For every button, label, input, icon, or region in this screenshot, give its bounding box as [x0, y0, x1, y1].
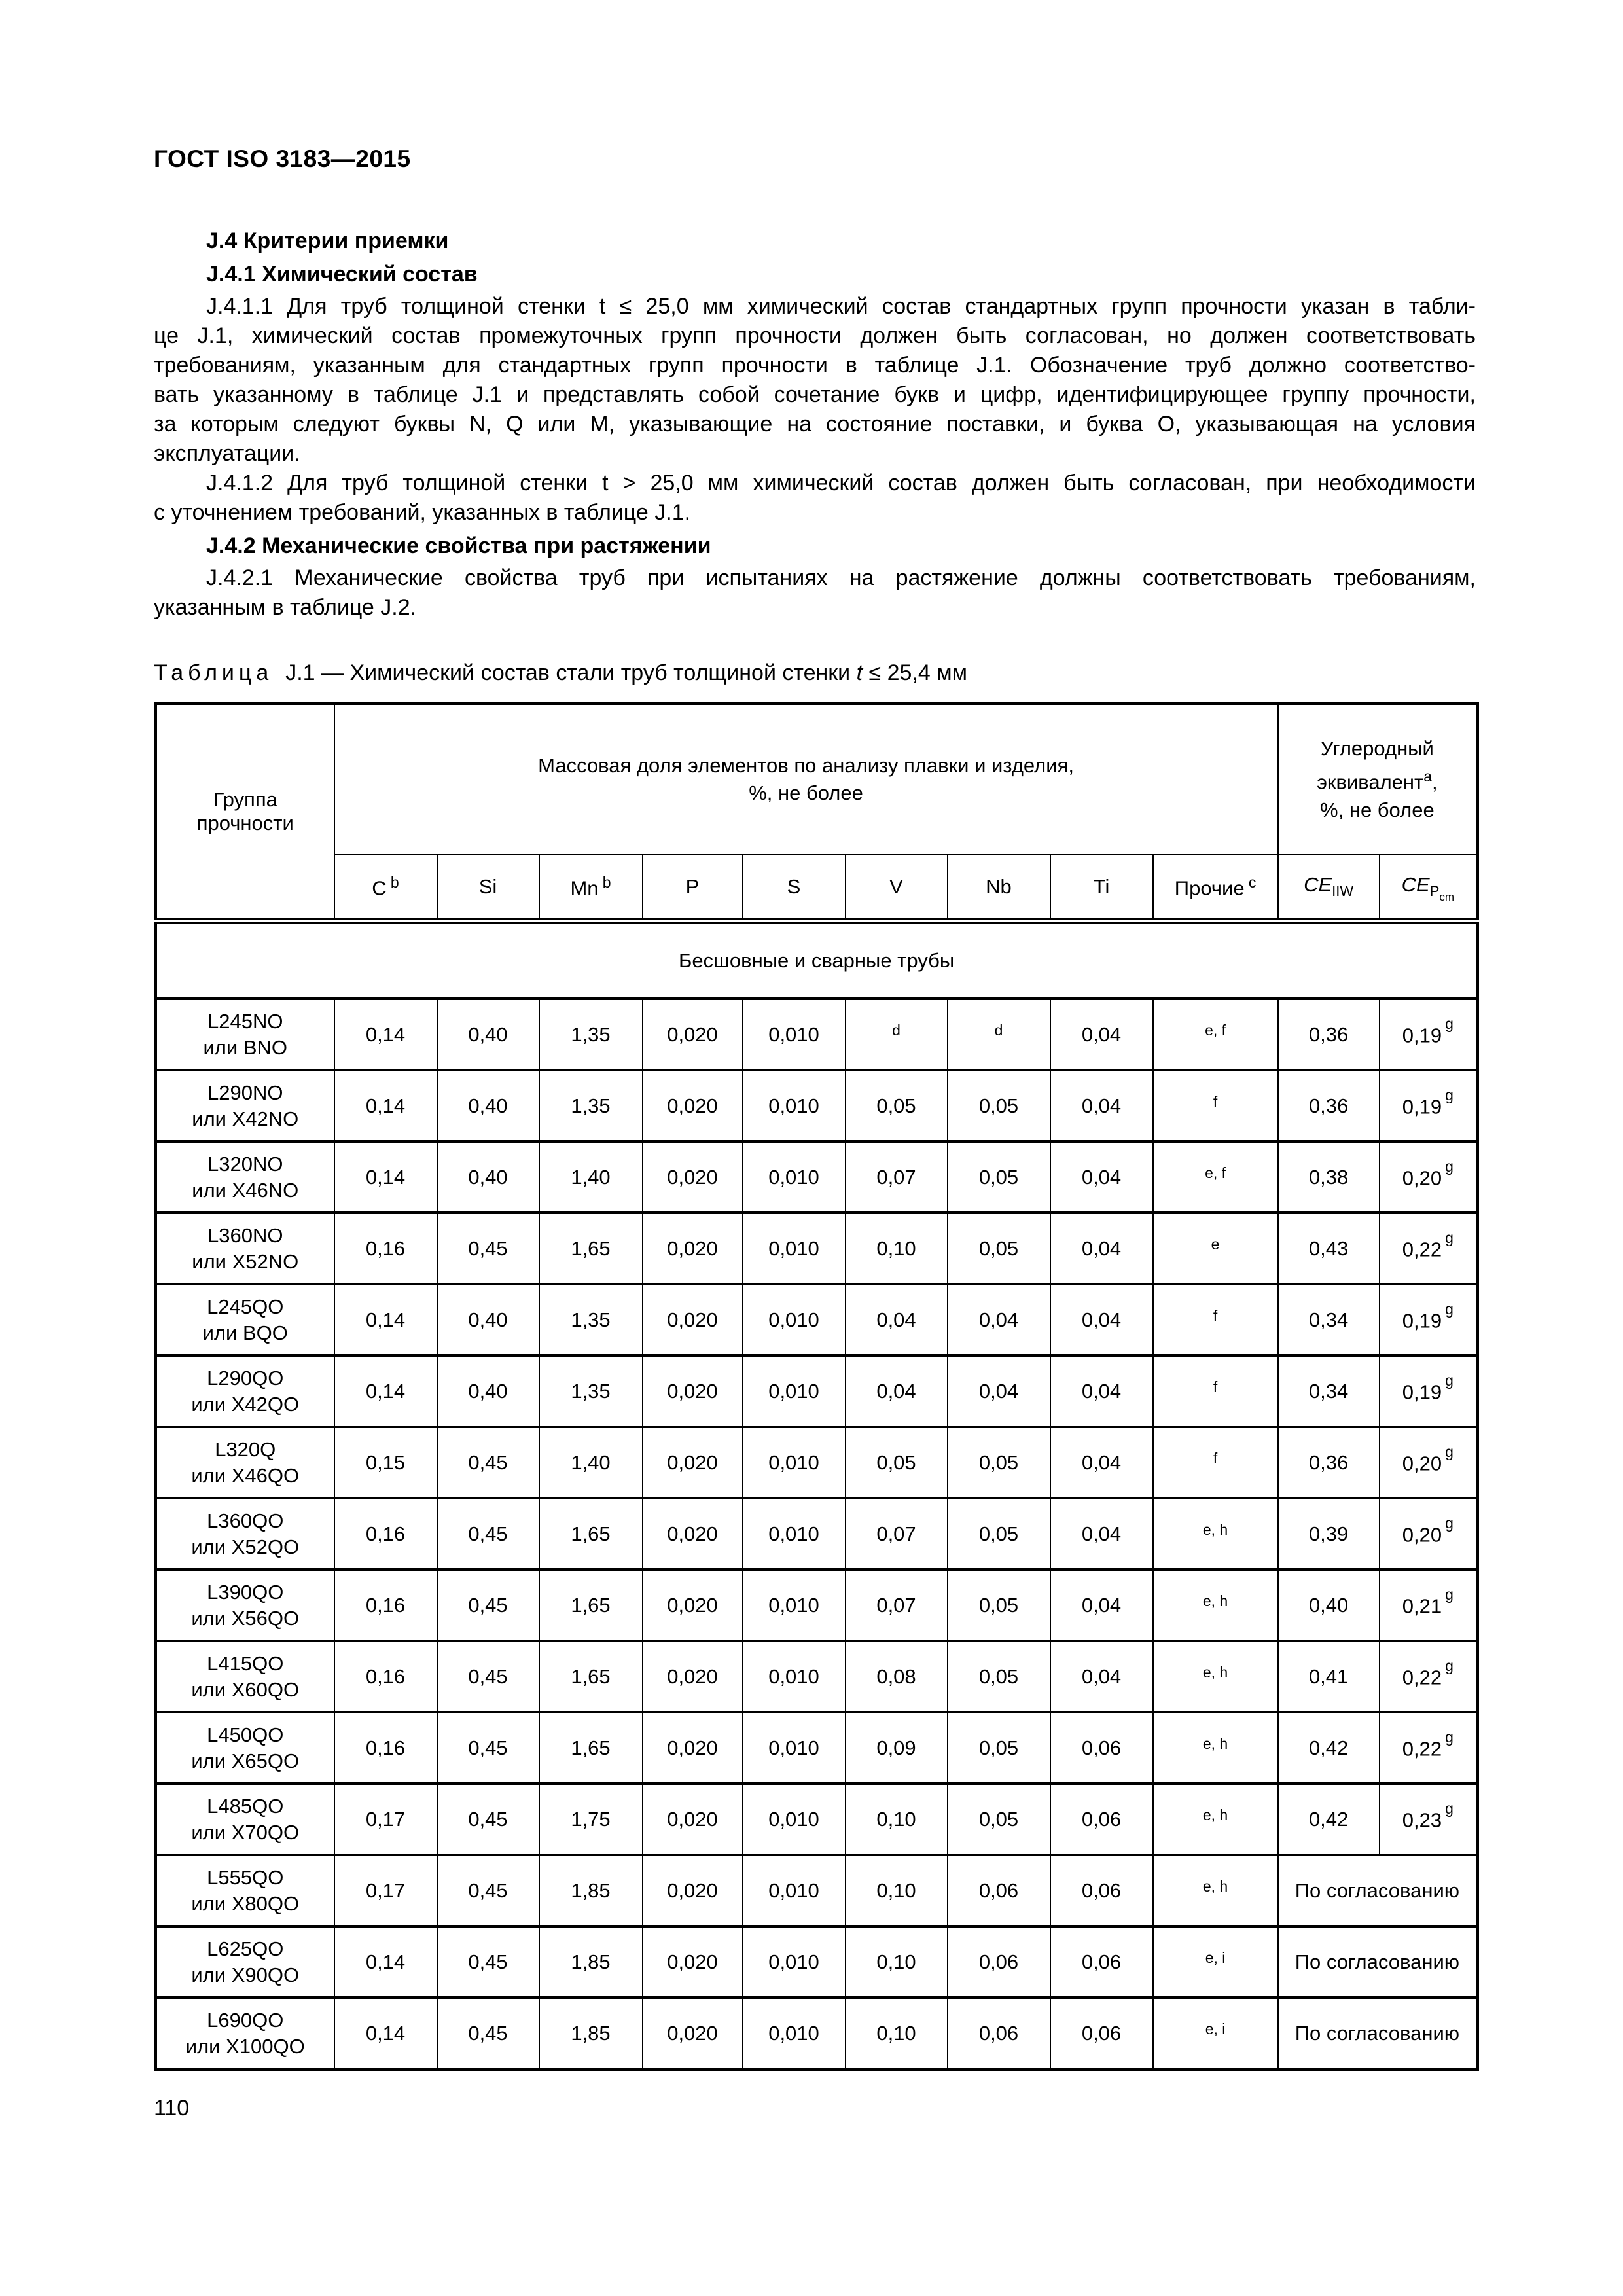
value-cell: 0,14	[334, 999, 437, 1070]
value-cell: 0,04	[1050, 1070, 1153, 1141]
value-cell: 0,06	[948, 1855, 1050, 1926]
value-cell: 0,16	[334, 1498, 437, 1570]
notes-cell: e, i	[1153, 1926, 1278, 1998]
value-cell: 0,45	[437, 1712, 539, 1784]
heading-j4: J.4 Критерии приемки	[206, 228, 449, 253]
value-cell: 0,40	[437, 1284, 539, 1355]
col-header-ce-pcm: $CE_{Pcm}$	[1380, 855, 1478, 922]
table-row	[156, 1141, 1478, 1213]
ce-pcm-cell: 0,22$^g$	[1380, 1641, 1478, 1712]
value-cell: 0,04	[1050, 1570, 1153, 1641]
grade-cell: L245QO или BQO	[156, 1284, 334, 1355]
value-cell: 0,10	[846, 1926, 948, 1998]
ce-merged-cell: По согласованию	[1278, 1855, 1478, 1926]
notes-cell: e, h	[1153, 1498, 1278, 1570]
value-cell: 0,09	[846, 1712, 948, 1784]
text-line: J.4.1.2 Для труб толщиной стенки t > 25,0 мм химический состав должен быть согласован, при необходимости	[206, 471, 1476, 495]
value-cell: 0,15	[334, 1427, 437, 1498]
table-row	[156, 1998, 1478, 2070]
value-cell: 0,05	[948, 1141, 1050, 1213]
value-cell: 0,45	[437, 1926, 539, 1998]
table-row	[156, 999, 1478, 1070]
caption-dash: —	[321, 660, 344, 685]
value-cell: 0,16	[334, 1570, 437, 1641]
value-cell: 1,35	[539, 1355, 643, 1427]
grade-cell: L360NO или X52NO	[156, 1213, 334, 1284]
value-cell: 0,45	[437, 1427, 539, 1498]
col-header-p: P	[643, 855, 743, 922]
ce-pcm-cell: 0,19$^g$	[1380, 1284, 1478, 1355]
text-line: эксплуатации.	[154, 441, 300, 466]
value-cell: 1,65	[539, 1570, 643, 1641]
value-cell: 0,04	[1050, 999, 1153, 1070]
grade-cell: L690QO или X100QO	[156, 1998, 334, 2070]
grade-cell: L320Q или X46QO	[156, 1427, 334, 1498]
value-cell: 0,05	[846, 1427, 948, 1498]
value-cell: 1,85	[539, 1998, 643, 2070]
ce-iiw-cell: 0,34	[1278, 1284, 1380, 1355]
ce-pcm-cell: 0,23$^g$	[1380, 1784, 1478, 1855]
value-cell: 0,020	[643, 1070, 743, 1141]
grade-cell: L320NO или X46NO	[156, 1141, 334, 1213]
notes-cell: e, h	[1153, 1784, 1278, 1855]
grade-cell: L555QO или X80QO	[156, 1855, 334, 1926]
value-cell: 0,05	[948, 1712, 1050, 1784]
ce-iiw-cell: 0,41	[1278, 1641, 1380, 1712]
value-cell: 0,020	[643, 1855, 743, 1926]
value-cell: 0,010	[743, 1570, 846, 1641]
value-cell: 1,65	[539, 1712, 643, 1784]
table-header-row-2	[156, 855, 1478, 922]
value-cell: 0,010	[743, 1213, 846, 1284]
notes-cell: e, h	[1153, 1712, 1278, 1784]
col-header-other: Прочие $^c$	[1153, 855, 1278, 922]
value-cell: 0,020	[643, 999, 743, 1070]
caption-text: Химический состав стали труб толщиной стенки	[349, 660, 851, 685]
value-cell: 0,45	[437, 1570, 539, 1641]
ce-iiw-cell: 0,42	[1278, 1784, 1380, 1855]
value-cell: 0,05	[948, 1070, 1050, 1141]
ce-iiw-cell: 0,34	[1278, 1355, 1380, 1427]
ce-iiw-cell: 0,42	[1278, 1712, 1380, 1784]
value-cell: 0,010	[743, 1498, 846, 1570]
ce-merged-cell: По согласованию	[1278, 1926, 1478, 1998]
table-row	[156, 1641, 1478, 1712]
text-line: за которым следуют буквы N, Q или M, указывающие на состояние поставки, и буква O, указывающая на условия	[154, 412, 1476, 437]
col-header-mn: Mn $^b$	[539, 855, 643, 922]
value-cell: 0,020	[643, 1284, 743, 1355]
page-number: 110	[154, 2096, 190, 2121]
grade-cell: L390QO или X56QO	[156, 1570, 334, 1641]
value-cell: 0,020	[643, 1355, 743, 1427]
value-cell: 0,05	[948, 1784, 1050, 1855]
table-row	[156, 1784, 1478, 1855]
value-cell: 0,05	[846, 1070, 948, 1141]
value-cell: 0,010	[743, 1641, 846, 1712]
value-cell: 0,04	[948, 1355, 1050, 1427]
chemical-composition-table	[154, 702, 1479, 2071]
value-cell: 0,04	[1050, 1141, 1153, 1213]
value-cell: 1,35	[539, 999, 643, 1070]
value-cell: 0,14	[334, 1070, 437, 1141]
ce-merged-cell: По согласованию	[1278, 1998, 1478, 2070]
value-cell: 0,10	[846, 1855, 948, 1926]
grade-cell: L290QO или X42QO	[156, 1355, 334, 1427]
col-header-v: V	[846, 855, 948, 922]
value-cell: d	[846, 999, 948, 1070]
value-cell: 0,020	[643, 1926, 743, 1998]
header-mass-fraction: Массовая доля элементов по анализу плавки и изделия, %, не более	[334, 704, 1278, 855]
value-cell: 0,45	[437, 1641, 539, 1712]
notes-cell: f	[1153, 1070, 1278, 1141]
value-cell: 0,06	[1050, 1855, 1153, 1926]
grade-cell: L450QO или X65QO	[156, 1712, 334, 1784]
caption-number: J.1	[285, 660, 315, 685]
ce-pcm-cell: 0,20$^g$	[1380, 1427, 1478, 1498]
grade-cell: L245NO или BNO	[156, 999, 334, 1070]
value-cell: d	[948, 999, 1050, 1070]
value-cell: 1,65	[539, 1498, 643, 1570]
notes-cell: e, h	[1153, 1855, 1278, 1926]
value-cell: 0,16	[334, 1213, 437, 1284]
notes-cell: e, f	[1153, 999, 1278, 1070]
notes-cell: e, i	[1153, 1998, 1278, 2070]
paragraph-j411	[154, 292, 1476, 469]
text-line: с уточнением требований, указанных в таблице J.1.	[154, 500, 691, 525]
table-row	[156, 1570, 1478, 1641]
ce-iiw-cell: 0,38	[1278, 1141, 1380, 1213]
paragraph-j412	[154, 469, 1476, 528]
value-cell: 0,04	[1050, 1284, 1153, 1355]
value-cell: 1,75	[539, 1784, 643, 1855]
ce-pcm-cell: 0,19$^g$	[1380, 999, 1478, 1070]
value-cell: 1,85	[539, 1926, 643, 1998]
ce-iiw-cell: 0,36	[1278, 1427, 1380, 1498]
value-cell: 0,14	[334, 1926, 437, 1998]
col-header-ce-iiw: $CE_{IIW}$	[1278, 855, 1380, 922]
paragraph-j421	[154, 564, 1476, 622]
value-cell: 0,07	[846, 1498, 948, 1570]
table-row	[156, 1855, 1478, 1926]
value-cell: 0,010	[743, 1926, 846, 1998]
header-group: Группа прочности	[156, 704, 334, 922]
value-cell: 0,04	[1050, 1641, 1153, 1712]
value-cell: 0,05	[948, 1498, 1050, 1570]
value-cell: 0,04	[1050, 1213, 1153, 1284]
value-cell: 1,65	[539, 1213, 643, 1284]
table-row	[156, 1355, 1478, 1427]
value-cell: 0,07	[846, 1570, 948, 1641]
value-cell: 0,10	[846, 1998, 948, 2070]
value-cell: 1,85	[539, 1855, 643, 1926]
col-header-c: C $^b$	[334, 855, 437, 922]
value-cell: 0,04	[846, 1355, 948, 1427]
value-cell: 0,14	[334, 1284, 437, 1355]
grade-cell: L415QO или X60QO	[156, 1641, 334, 1712]
value-cell: 0,06	[1050, 1712, 1153, 1784]
value-cell: 0,14	[334, 1355, 437, 1427]
ce-iiw-cell: 0,43	[1278, 1213, 1380, 1284]
value-cell: 0,40	[437, 999, 539, 1070]
value-cell: 1,40	[539, 1427, 643, 1498]
heading-j41: J.4.1 Химический состав	[206, 262, 478, 287]
ce-iiw-cell: 0,40	[1278, 1570, 1380, 1641]
running-header: ГОСТ ISO 3183—2015	[154, 145, 411, 172]
value-cell: 0,04	[1050, 1355, 1153, 1427]
value-cell: 0,17	[334, 1855, 437, 1926]
col-header-s: S	[743, 855, 846, 922]
ce-pcm-cell: 0,20$^g$	[1380, 1498, 1478, 1570]
value-cell: 0,010	[743, 1784, 846, 1855]
ce-pcm-cell: 0,19$^g$	[1380, 1070, 1478, 1141]
heading-j42: J.4.2 Механические свойства при растяжении	[206, 533, 711, 558]
value-cell: 1,35	[539, 1070, 643, 1141]
notes-cell: e, h	[1153, 1570, 1278, 1641]
table-row	[156, 1712, 1478, 1784]
notes-cell: f	[1153, 1427, 1278, 1498]
value-cell: 0,020	[643, 1712, 743, 1784]
notes-cell: f	[1153, 1355, 1278, 1427]
caption-label: Таблица	[154, 660, 274, 685]
value-cell: 0,04	[948, 1284, 1050, 1355]
table-row	[156, 1284, 1478, 1355]
value-cell: 0,14	[334, 1998, 437, 2070]
table-row	[156, 1926, 1478, 1998]
ce-iiw-cell: 0,36	[1278, 999, 1380, 1070]
notes-cell: e, h	[1153, 1641, 1278, 1712]
text-line: J.4.2.1 Механические свойства труб при испытаниях на растяжение должны соответствовать требованиям,	[206, 565, 1476, 590]
value-cell: 0,06	[1050, 1926, 1153, 1998]
table-row	[156, 1427, 1478, 1498]
value-cell: 0,45	[437, 1784, 539, 1855]
col-header-ti: Ti	[1050, 855, 1153, 922]
table-row	[156, 1498, 1478, 1570]
value-cell: 0,45	[437, 1213, 539, 1284]
value-cell: 0,010	[743, 1855, 846, 1926]
text-line: вать указанному в таблице J.1 и представлять собой сочетание букв и цифр, идентифицирующее группу прочности,	[154, 382, 1476, 407]
section-label: Бесшовные и сварные трубы	[156, 922, 1478, 999]
value-cell: 0,05	[948, 1641, 1050, 1712]
body-text	[154, 226, 1476, 622]
value-cell: 0,06	[1050, 1998, 1153, 2070]
ce-pcm-cell: 0,22$^g$	[1380, 1213, 1478, 1284]
value-cell: 0,020	[643, 1784, 743, 1855]
table-row	[156, 1070, 1478, 1141]
table-caption	[154, 660, 1476, 686]
table-body	[156, 999, 1478, 2070]
value-cell: 0,16	[334, 1641, 437, 1712]
value-cell: 1,65	[539, 1641, 643, 1712]
value-cell: 0,010	[743, 999, 846, 1070]
value-cell: 0,06	[948, 1998, 1050, 2070]
grade-cell: L485QO или X70QO	[156, 1784, 334, 1855]
value-cell: 0,020	[643, 1213, 743, 1284]
header-carbon-equivalent: Углеродный эквивалент$^a$, %, не более	[1278, 704, 1478, 855]
table-section-row	[156, 922, 1478, 999]
value-cell: 0,010	[743, 1712, 846, 1784]
value-cell: 0,40	[437, 1141, 539, 1213]
caption-variable-t: t	[856, 660, 863, 685]
value-cell: 0,04	[846, 1284, 948, 1355]
value-cell: 1,40	[539, 1141, 643, 1213]
notes-cell: e	[1153, 1213, 1278, 1284]
value-cell: 0,020	[643, 1498, 743, 1570]
value-cell: 0,020	[643, 1570, 743, 1641]
value-cell: 0,010	[743, 1141, 846, 1213]
value-cell: 0,45	[437, 1855, 539, 1926]
value-cell: 0,020	[643, 1998, 743, 2070]
text-line: це J.1, химический состав промежуточных групп прочности должен быть согласован, но должен соответствовать	[154, 323, 1476, 348]
grade-cell: L625QO или X90QO	[156, 1926, 334, 1998]
ce-pcm-cell: 0,21$^g$	[1380, 1570, 1478, 1641]
text-line: требованиям, указанным для стандартных групп прочности в таблице J.1. Обозначение труб должно соответство-	[154, 353, 1476, 378]
value-cell: 0,05	[948, 1427, 1050, 1498]
value-cell: 0,020	[643, 1641, 743, 1712]
text-line: J.4.1.1 Для труб толщиной стенки t ≤ 25,0 мм химический состав стандартных групп прочности указан в табли-	[206, 294, 1476, 319]
table-header-row-1	[156, 704, 1478, 855]
value-cell: 0,010	[743, 1427, 846, 1498]
value-cell: 0,45	[437, 1498, 539, 1570]
value-cell: 0,40	[437, 1355, 539, 1427]
value-cell: 0,04	[1050, 1498, 1153, 1570]
value-cell: 0,45	[437, 1998, 539, 2070]
ce-iiw-cell: 0,36	[1278, 1070, 1380, 1141]
ce-iiw-cell: 0,39	[1278, 1498, 1380, 1570]
value-cell: 0,40	[437, 1070, 539, 1141]
col-header-si: Si	[437, 855, 539, 922]
value-cell: 0,07	[846, 1141, 948, 1213]
ce-pcm-cell: 0,22$^g$	[1380, 1712, 1478, 1784]
value-cell: 0,010	[743, 1284, 846, 1355]
ce-pcm-cell: 0,19$^g$	[1380, 1355, 1478, 1427]
notes-cell: e, f	[1153, 1141, 1278, 1213]
value-cell: 0,020	[643, 1141, 743, 1213]
value-cell: 0,16	[334, 1712, 437, 1784]
value-cell: 0,14	[334, 1141, 437, 1213]
value-cell: 0,10	[846, 1213, 948, 1284]
value-cell: 0,06	[1050, 1784, 1153, 1855]
value-cell: 0,010	[743, 1998, 846, 2070]
notes-cell: f	[1153, 1284, 1278, 1355]
value-cell: 0,06	[948, 1926, 1050, 1998]
col-header-nb: Nb	[948, 855, 1050, 922]
value-cell: 0,05	[948, 1213, 1050, 1284]
table-row	[156, 1213, 1478, 1284]
value-cell: 0,10	[846, 1784, 948, 1855]
grade-cell: L290NO или X42NO	[156, 1070, 334, 1141]
value-cell: 0,04	[1050, 1427, 1153, 1498]
ce-pcm-cell: 0,20$^g$	[1380, 1141, 1478, 1213]
value-cell: 1,35	[539, 1284, 643, 1355]
value-cell: 0,020	[643, 1427, 743, 1498]
value-cell: 0,010	[743, 1355, 846, 1427]
grade-cell: L360QO или X52QO	[156, 1498, 334, 1570]
value-cell: 0,05	[948, 1570, 1050, 1641]
text-line: указанным в таблице J.2.	[154, 595, 417, 620]
value-cell: 0,010	[743, 1070, 846, 1141]
caption-condition: ≤ 25,4 мм	[868, 660, 967, 685]
value-cell: 0,08	[846, 1641, 948, 1712]
value-cell: 0,17	[334, 1784, 437, 1855]
